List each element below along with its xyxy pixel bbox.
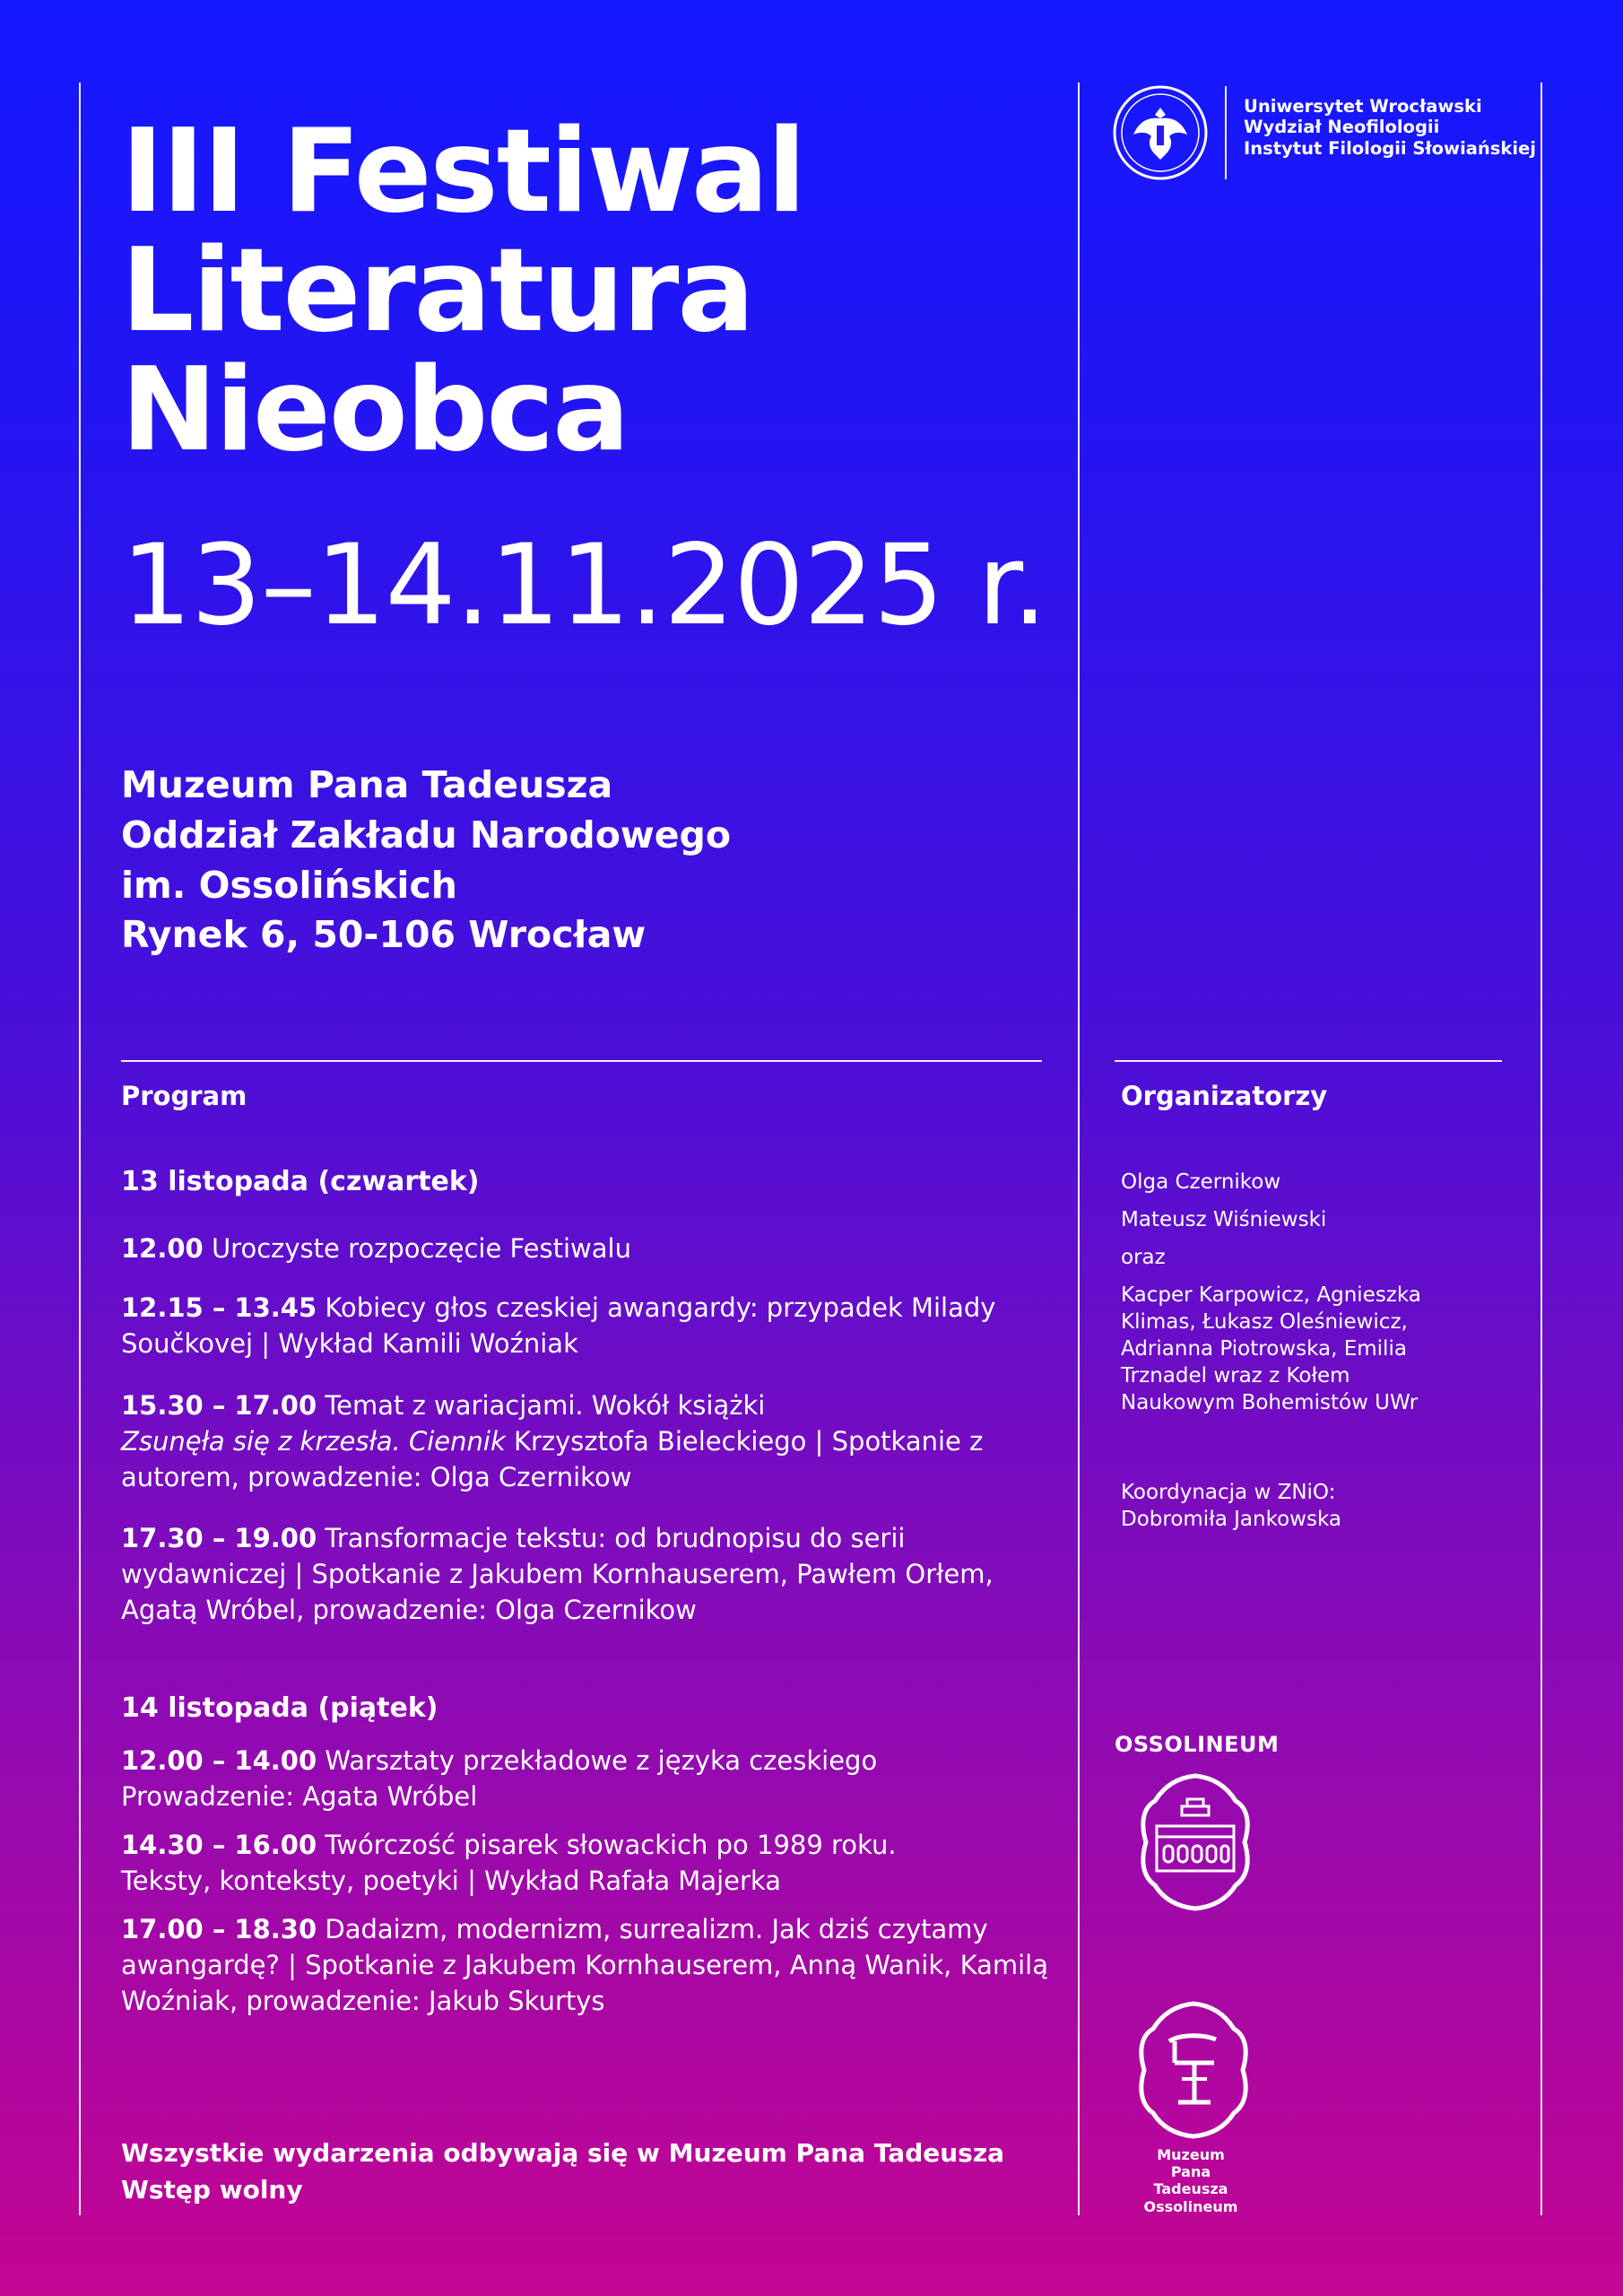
program-divider	[121, 1060, 1042, 1062]
museum-monogram-icon	[1135, 1998, 1252, 2142]
footer-note	[121, 2135, 1004, 2209]
venue-line: im. Ossolińskich	[121, 863, 457, 907]
event-time: 15.30 – 17.00	[121, 1390, 317, 1421]
venue-line: Muzeum Pana Tadeusza	[121, 763, 613, 806]
museum-logo-line: Pana	[1170, 2163, 1211, 2181]
program-heading: Program	[121, 1081, 247, 1111]
day-heading: 14 listopada (piątek)	[121, 1692, 438, 1724]
event-description: Warsztaty przekładowe z języka czeskiego	[325, 1745, 878, 1776]
event-description-continued: Krzysztofa Bieleckiego | Spotkanie z autorem, prowadzenie: Olga Czernikow	[121, 1426, 984, 1493]
footer-line: Wszystkie wydarzenia odbywają się w Muzeum Pana Tadeusza	[121, 2138, 1005, 2168]
ossolineum-label: OSSOLINEUM	[1115, 1732, 1280, 1757]
museum-logo-line: Muzeum	[1157, 2146, 1225, 2163]
university-line: Wydział Neofilologii	[1244, 117, 1440, 138]
footer-line: Wstęp wolny	[121, 2175, 303, 2205]
event-description: Dadaizm, modernizm, surrealizm. Jak dziś czytamy awangardę? | Spotkanie z Jakubem Kornhauserem, Anną Wanik, Kamilą Woźniak, prowadzenie: Jakub Skurtys	[121, 1914, 1048, 2017]
event-description: Temat z wariacjami. Wokół książki	[325, 1390, 766, 1421]
event-time: 12.15 – 13.45	[121, 1292, 317, 1323]
event-time: 14.30 – 16.00	[121, 1830, 317, 1860]
day-heading: 13 listopada (czwartek)	[121, 1166, 480, 1197]
venue-line: Oddział Zakładu Narodowego	[121, 813, 732, 857]
organizer-name: Mateusz Wiśniewski	[1121, 1208, 1327, 1231]
program-event	[121, 1911, 1054, 2019]
event-description: Twórczość pisarek słowackich po 1989 roku.	[325, 1830, 897, 1860]
event-description: Kobiecy głos czeskiej awangardy: przypadek Milady Součkovej | Wykład Kamili Woźniak	[121, 1292, 996, 1360]
festival-dates: 13–14.11.2025 r.	[121, 521, 1047, 650]
organizer-conjunction: oraz	[1121, 1246, 1166, 1269]
organizer-group: Kacper Karpowicz, Agnieszka Klimas, Łukasz Oleśniewicz, Adrianna Piotrowska, Emilia Trznadel wraz z Kołem Naukowym Bohemistów UWr	[1121, 1283, 1421, 1414]
event-time: 12.00	[121, 1233, 204, 1264]
book-title: Zsunęła się z krzesła. Ciennik	[121, 1426, 506, 1457]
organizers-heading: Organizatorzy	[1121, 1081, 1328, 1111]
title-line: Nieobca	[121, 344, 629, 478]
festival-title	[121, 105, 805, 478]
eagle-emblem-icon	[1112, 84, 1209, 181]
right-frame-line	[1541, 83, 1542, 2215]
program-event	[121, 1290, 1054, 1361]
university-name	[1244, 96, 1536, 159]
event-time: 12.00 – 14.00	[121, 1745, 317, 1776]
venue-address	[121, 761, 731, 961]
program-event	[121, 1231, 1054, 1266]
left-frame-line	[79, 83, 81, 2215]
university-logo-divider	[1225, 86, 1227, 179]
event-description: Transformacje tekstu: od brudnopisu do serii wydawniczej | Spotkanie z Jakubem Kornhauserem, Pawłem Orłem, Agatą Wróbel, prowadzenie: Olga Czernikow	[121, 1523, 994, 1626]
organizer-name: Olga Czernikow	[1121, 1170, 1281, 1194]
university-line: Instytut Filologii Słowiańskiej	[1244, 137, 1536, 159]
program-event	[121, 1743, 1054, 1814]
event-time: 17.30 – 19.00	[121, 1523, 317, 1553]
university-line: Uniwersytet Wrocławski	[1244, 96, 1482, 117]
program-event	[121, 1387, 1054, 1495]
title-line: Literatura	[121, 224, 753, 359]
event-description-continued: Prowadzenie: Agata Wróbel	[121, 1781, 478, 1813]
program-event	[121, 1827, 1054, 1899]
organizer-coordination: Koordynacja w ZNiO: Dobromiła Jankowska	[1121, 1481, 1341, 1531]
program-event	[121, 1520, 1054, 1628]
museum-logo-line: Tadeusza	[1153, 2180, 1228, 2198]
venue-line: Rynek 6, 50-106 Wrocław	[121, 913, 647, 957]
museum-logo-line: Ossolineum	[1143, 2197, 1238, 2215]
ossolineum-building-icon	[1137, 1770, 1254, 1914]
organizers-divider	[1115, 1060, 1502, 1062]
event-time: 17.00 – 18.30	[121, 1914, 317, 1944]
title-line: III Festiwal	[121, 105, 805, 239]
museum-logo-text	[1110, 2146, 1271, 2215]
event-description-continued: Teksty, konteksty, poetyki | Wykład Rafała Majerka	[121, 1866, 781, 1897]
middle-frame-line	[1078, 83, 1080, 2215]
event-description: Uroczyste rozpoczęcie Festiwalu	[211, 1233, 631, 1264]
